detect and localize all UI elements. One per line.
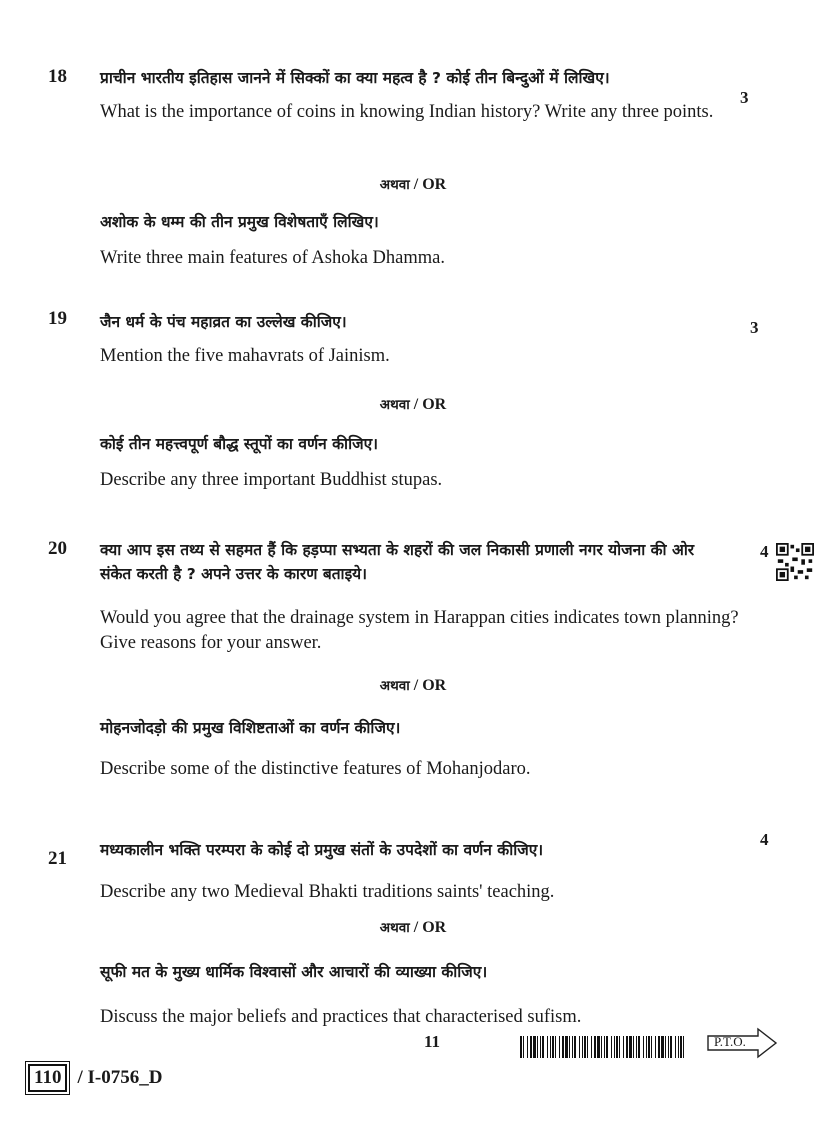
or-divider: अथवा / OR (379, 677, 447, 694)
question-english: Describe any two Medieval Bhakti traditions saints' teaching. (100, 882, 555, 902)
alternative-hindi: कोई तीन महत्त्वपूर्ण बौद्ध स्तूपों का वर्णन कीजिए। (100, 435, 379, 453)
qr-code-icon (776, 543, 814, 581)
paper-code (24, 1064, 162, 1092)
question-hindi: जैन धर्म के पंच महाव्रत का उल्लेख कीजिए। (100, 313, 347, 331)
question-marks: 3 (740, 88, 749, 107)
paper-box-number: 110 (28, 1064, 67, 1092)
or-divider: अथवा / OR (379, 176, 447, 193)
question-hindi: क्या आप इस तथ्य से सहमत हैं कि हड़प्पा सभ्यता के शहरों की जल निकासी प्रणाली नगर योजना की ओर संकेत करती है ? अपने उत्तर के कारण बताइये। (100, 541, 695, 583)
question-marks: 3 (750, 318, 759, 337)
alternative-english: Discuss the major beliefs and practices that characterised sufism. (100, 1007, 582, 1027)
question-hindi: प्राचीन भारतीय इतिहास जानने में सिक्कों का क्या महत्व है ? कोई तीन बिन्दुओं में लिखिए। (100, 69, 610, 87)
alternative-hindi: सूफी मत के मुख्य धार्मिक विश्वासों और आचारों की व्याख्या कीजिए। (100, 963, 488, 981)
barcode-icon (520, 1036, 688, 1058)
or-divider: अथवा / OR (379, 919, 447, 936)
paper-code-text: / I-0756_D (77, 1067, 163, 1088)
page-number: 11 (424, 1032, 441, 1051)
alternative-hindi: मोहनजोदड़ो की प्रमुख विशिष्टताओं का वर्णन कीजिए। (100, 719, 401, 737)
question-number: 19 (48, 308, 67, 329)
question-number: 21 (48, 848, 67, 869)
question-number: 20 (48, 538, 67, 559)
alternative-english: Describe some of the distinctive features of Mohanjodaro. (100, 759, 531, 779)
alternative-english: Describe any three important Buddhist stupas. (100, 470, 443, 490)
or-divider: अथवा / OR (379, 396, 447, 413)
alternative-english: Write three main features of Ashoka Dhamma. (100, 248, 445, 268)
question-english: What is the importance of coins in knowing Indian history? Write any three points. (100, 102, 714, 122)
question-english: Mention the five mahavrats of Jainism. (100, 346, 390, 366)
pto-label: P.T.O. (714, 1034, 746, 1049)
question-english: Would you agree that the drainage system in Harappan cities indicates town planning? Give reasons for your answer. (100, 608, 739, 653)
question-hindi: मध्यकालीन भक्ति परम्परा के कोई दो प्रमुख संतों के उपदेशों का वर्णन कीजिए। (100, 841, 544, 859)
question-number: 18 (48, 66, 67, 87)
pto-arrow (706, 1026, 778, 1060)
alternative-hindi: अशोक के धम्म की तीन प्रमुख विशेषताएँ लिखिए। (100, 213, 379, 231)
question-marks: 4 (760, 542, 769, 561)
question-marks: 4 (760, 830, 769, 849)
